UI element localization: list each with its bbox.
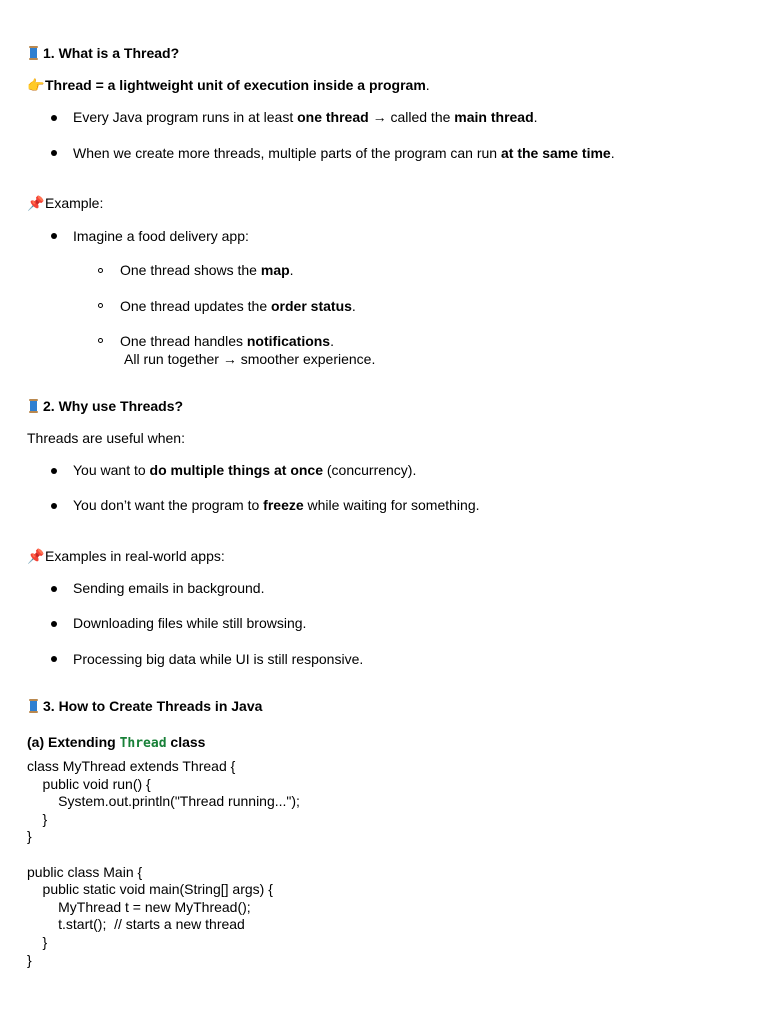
list-item: Processing big data while UI is still responsive. — [73, 651, 364, 667]
sub-list-item-continuation: All run together → smoother experience. — [124, 351, 376, 367]
bullet-icon — [51, 233, 57, 239]
pointing-hand-icon: 👉 — [27, 77, 45, 93]
list-item: Imagine a food delivery app: — [73, 228, 249, 244]
sub-list-item: One thread shows the map. — [120, 262, 294, 278]
list-item: When we create more threads, multiple parts of the program can run at the same time. — [73, 145, 615, 161]
section-3-heading: 3. How to Create Threads in Java — [27, 698, 262, 715]
bullet-icon — [51, 150, 57, 156]
list-item: Sending emails in background. — [73, 580, 265, 596]
bullet-icon — [51, 503, 57, 509]
bullet-icon — [51, 468, 57, 474]
sub-list-item: One thread updates the order status. — [120, 298, 356, 314]
bullet-icon — [51, 621, 57, 627]
sub-bullet-icon — [98, 268, 103, 273]
subsection-heading: (a) Extending Thread class — [27, 734, 206, 751]
bullet-icon — [51, 586, 57, 592]
paragraph: Threads are useful when: — [27, 430, 185, 446]
pushpin-icon: 📌 — [27, 548, 45, 564]
sub-bullet-icon — [98, 303, 103, 308]
examples-label: 📌Examples in real-world apps: — [27, 548, 225, 564]
bullet-icon — [51, 115, 57, 121]
list-item: You want to do multiple things at once (concurrency). — [73, 462, 417, 478]
example-label: 📌Example: — [27, 195, 104, 211]
bullet-icon — [51, 656, 57, 662]
spool-icon — [29, 399, 38, 413]
sub-list-item: One thread handles notifications. — [120, 333, 334, 349]
thread-definition: 👉Thread = a lightweight unit of execution inside a program. — [27, 77, 430, 93]
sub-bullet-icon — [98, 338, 103, 343]
spool-icon — [29, 46, 38, 60]
section-1-heading: 1. What is a Thread? — [27, 45, 179, 62]
inline-code: Thread — [119, 736, 167, 751]
spool-icon — [29, 699, 38, 713]
section-2-heading: 2. Why use Threads? — [27, 398, 183, 415]
code-block: class MyThread extends Thread { public void run() { System.out.println("Thread running..."); } } public class Main { public static void main(String[] args) { MyThread t = new MyThread(); t.start(); // starts a new thread } } — [27, 758, 300, 968]
list-item: Downloading files while still browsing. — [73, 615, 307, 631]
list-item: You don’t want the program to freeze while waiting for something. — [73, 497, 480, 513]
list-item: Every Java program runs in at least one thread → called the main thread. — [73, 109, 538, 125]
pushpin-icon: 📌 — [27, 195, 45, 211]
